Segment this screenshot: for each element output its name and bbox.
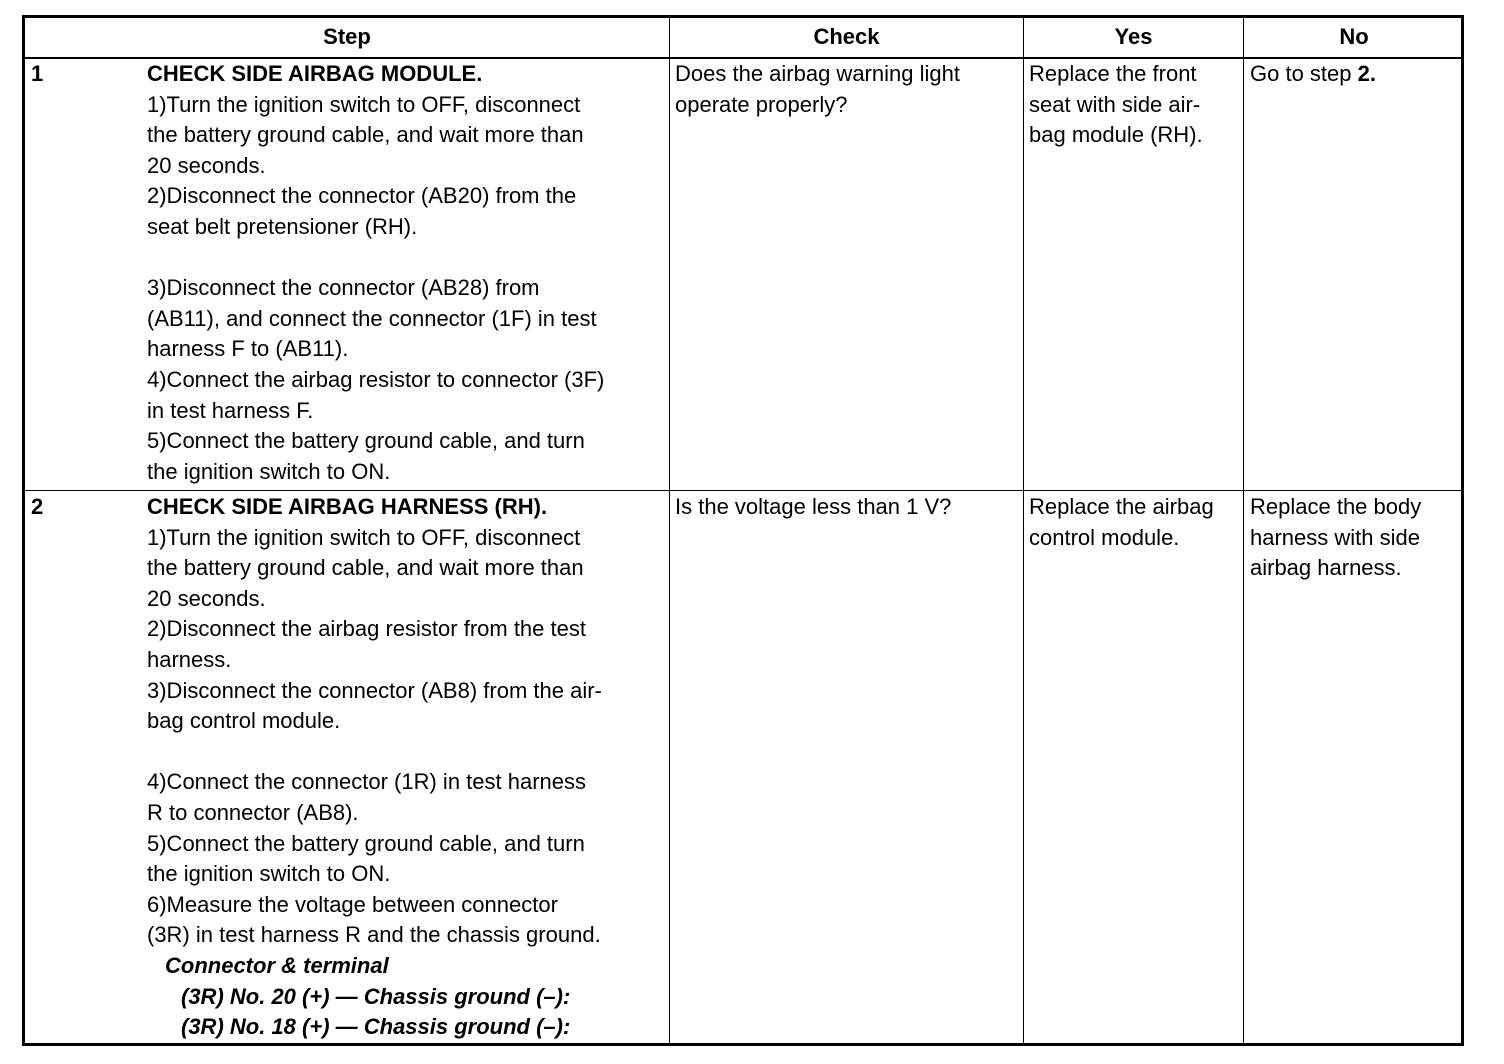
step-line: harness F to (AB11).	[147, 336, 349, 362]
step-line: 1)Turn the ignition switch to OFF, disconnect	[147, 91, 581, 117]
no-prefix: Go to step	[1250, 61, 1358, 86]
step-line: the battery ground cable, and wait more than	[147, 555, 584, 581]
spacer	[147, 243, 604, 274]
no-line: Replace the body	[1250, 494, 1422, 519]
no-line	[1250, 59, 1376, 90]
step-line: 5)Connect the battery ground cable, and turn	[147, 830, 585, 856]
step-line: bag control module.	[147, 708, 341, 734]
row-divider	[25, 490, 1461, 491]
yes-line: seat with side air-	[1029, 91, 1201, 117]
no-cell	[1250, 492, 1421, 584]
step-title: CHECK SIDE AIRBAG HARNESS (RH).	[147, 494, 548, 519]
step-line: seat belt pretensioner (RH).	[147, 213, 418, 239]
check-cell	[675, 59, 960, 120]
no-line: harness with side	[1250, 524, 1420, 550]
terminal-heading: Connector & terminal	[165, 952, 389, 978]
header-check: Check	[813, 24, 880, 49]
step-line: 2)Disconnect the airbag resistor from the test	[147, 616, 586, 642]
step-line: 4)Connect the connector (1R) in test harness	[147, 769, 587, 795]
step-line: 5)Connect the battery ground cable, and turn	[147, 428, 585, 454]
step-line: (AB11), and connect the connector (1F) in test	[147, 305, 597, 331]
yes-line: Replace the front	[1029, 61, 1197, 86]
header-step: Step	[323, 24, 371, 49]
step-number: 1	[31, 61, 44, 86]
step-line: the ignition switch to ON.	[147, 458, 391, 484]
step-line: the ignition switch to ON.	[147, 861, 391, 887]
column-divider	[1023, 18, 1024, 1043]
yes-line: Replace the airbag	[1029, 494, 1214, 519]
terminal-spec: (3R) No. 20 (+) — Chassis ground (–):	[181, 983, 571, 1009]
step-description	[147, 492, 602, 1043]
step-line: R to connector (AB8).	[147, 799, 359, 825]
goto-step-link[interactable]: 2.	[1357, 61, 1376, 86]
step-title: CHECK SIDE AIRBAG MODULE.	[147, 61, 483, 86]
step-line: the battery ground cable, and wait more than	[147, 122, 584, 148]
step-description	[147, 59, 604, 487]
check-line: Does the airbag warning light	[675, 61, 960, 86]
column-divider	[669, 18, 670, 1043]
no-cell	[1250, 59, 1376, 90]
step-number: 2	[31, 494, 44, 519]
step-line: 3)Disconnect the connector (AB8) from the air-	[147, 677, 602, 703]
step-line: 1)Turn the ignition switch to OFF, disconnect	[147, 524, 581, 550]
diagnostic-table	[22, 15, 1464, 1046]
step-line: in test harness F.	[147, 397, 314, 423]
step-line: 2)Disconnect the connector (AB20) from the	[147, 183, 577, 209]
step-line: 4)Connect the airbag resistor to connector (3F)	[147, 366, 605, 392]
yes-line: bag module (RH).	[1029, 122, 1203, 148]
step-line: (3R) in test harness R and the chassis ground.	[147, 922, 601, 948]
step-line: 20 seconds.	[147, 152, 266, 178]
no-line: airbag harness.	[1250, 555, 1402, 581]
step-line: 3)Disconnect the connector (AB28) from	[147, 275, 540, 301]
column-divider	[1243, 18, 1244, 1043]
step-line: harness.	[147, 646, 232, 672]
step-line: 6)Measure the voltage between connector	[147, 891, 558, 917]
yes-line: control module.	[1029, 524, 1180, 550]
step-line: 20 seconds.	[147, 585, 266, 611]
check-line: Is the voltage less than 1 V?	[675, 494, 952, 519]
header-yes: Yes	[1114, 24, 1153, 49]
check-cell	[675, 492, 951, 523]
check-line: operate properly?	[675, 91, 848, 117]
header-no: No	[1339, 24, 1369, 49]
spacer	[147, 737, 602, 768]
yes-cell	[1029, 492, 1214, 553]
terminal-spec: (3R) No. 18 (+) — Chassis ground (–):	[181, 1014, 571, 1040]
yes-cell	[1029, 59, 1203, 151]
